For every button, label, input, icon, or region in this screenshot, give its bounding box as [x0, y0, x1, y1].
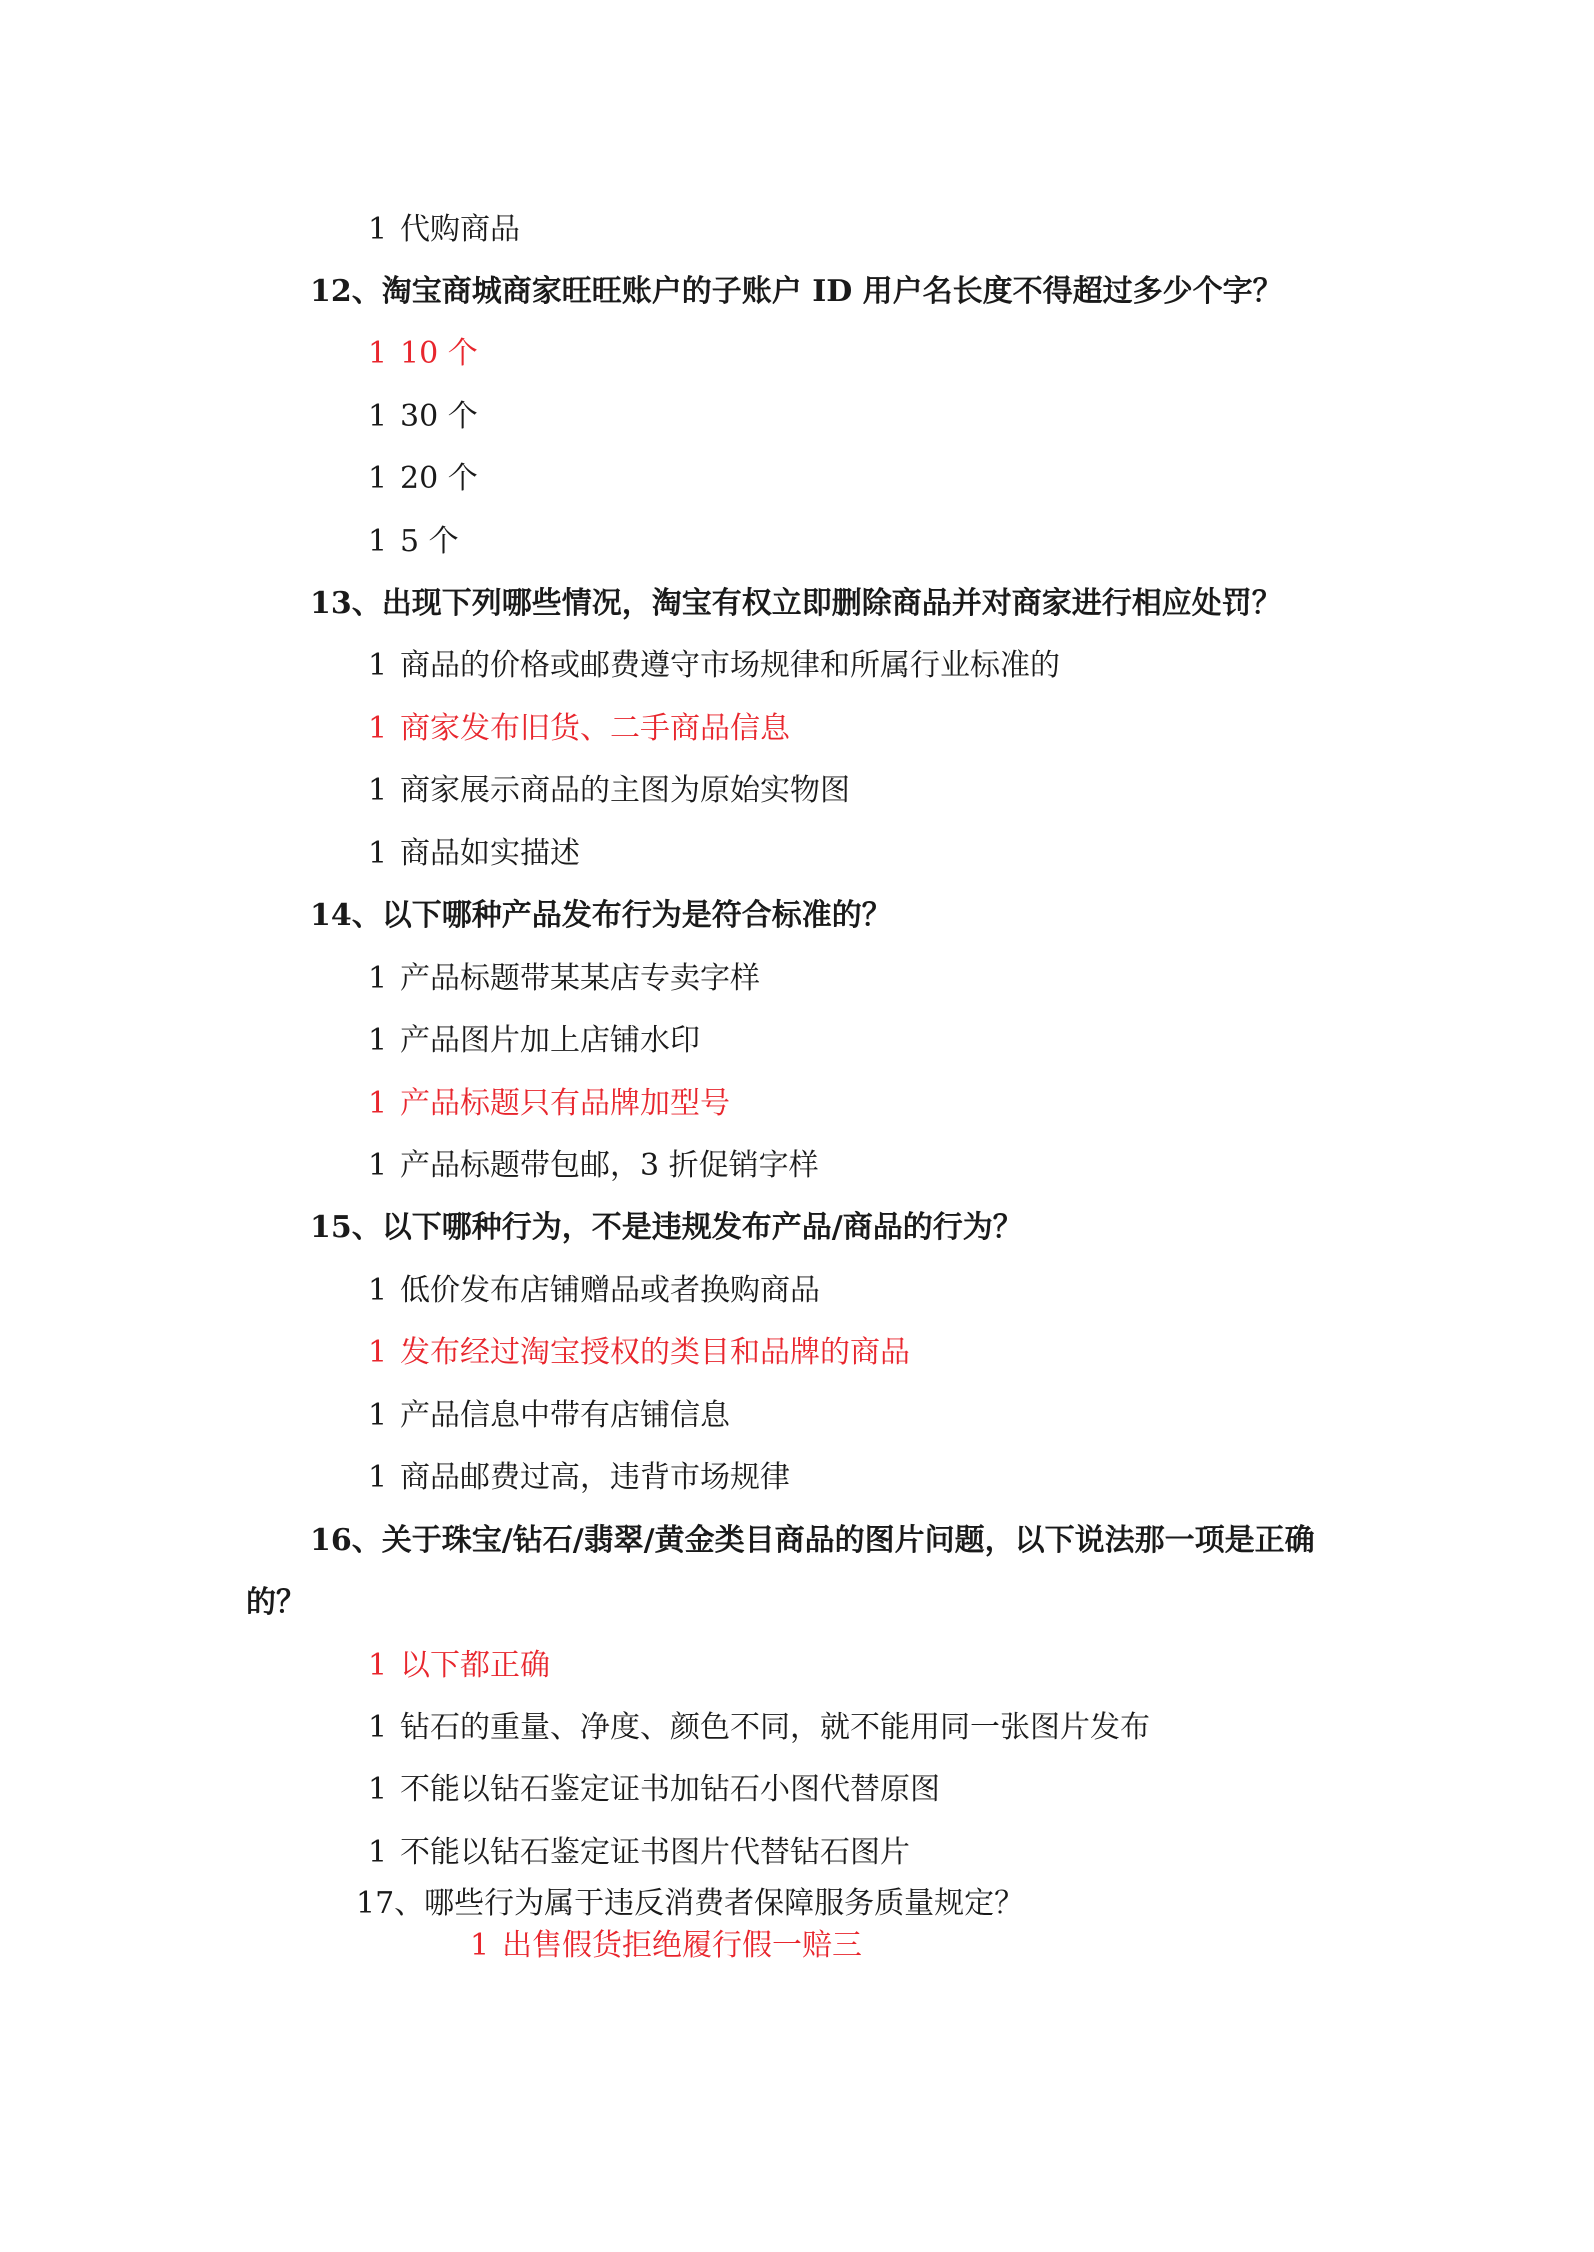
option-bullet: 1: [368, 1648, 388, 1683]
list-item: [368, 1333, 910, 1373]
option-bullet: 1: [368, 212, 388, 247]
option-bullet: 1: [368, 836, 388, 871]
option-bullet: 1: [368, 1023, 388, 1058]
option-bullet: 1: [368, 1460, 388, 1495]
list-item: [368, 1770, 940, 1810]
option-text: 商品的价格或邮费遵守市场规律和所属行业标准的: [400, 648, 1060, 683]
option-text: 商家发布旧货、二手商品信息: [400, 711, 790, 746]
option-bullet: 1: [368, 711, 388, 746]
option-bullet: 1: [470, 1928, 490, 1963]
option-bullet: 1: [368, 1273, 388, 1308]
list-item: [368, 646, 1060, 686]
option-text: 20 个: [400, 461, 478, 496]
option-bullet: 1: [368, 336, 388, 371]
option-text: 产品标题只有品牌加型号: [400, 1086, 730, 1121]
option-bullet: 1: [368, 1335, 388, 1370]
option-bullet: 1: [368, 524, 388, 559]
list-item: [368, 1646, 550, 1686]
option-bullet: 1: [368, 1772, 388, 1807]
option-bullet: 1: [368, 399, 388, 434]
option-text: 产品图片加上店铺水印: [400, 1023, 700, 1058]
list-item: [368, 709, 790, 749]
list-item: [368, 459, 478, 499]
list-item: [368, 1396, 730, 1436]
option-bullet: 1: [368, 1710, 388, 1745]
option-text: 商家展示商品的主图为原始实物图: [400, 773, 850, 808]
question-12: 12、淘宝商城商家旺旺账户的子账户 ID 用户名长度不得超过多少个字？: [310, 274, 1283, 309]
question-16: 16、关于珠宝/钻石/翡翠/黄金类目商品的图片问题，以下说法那一项是正确: [310, 1523, 1315, 1558]
question-14: 14、以下哪种产品发布行为是符合标准的？: [310, 898, 892, 933]
list-item: [368, 522, 459, 562]
option-text: 发布经过淘宝授权的类目和品牌的商品: [400, 1335, 910, 1370]
option-bullet: 1: [368, 773, 388, 808]
list-item: [368, 1021, 700, 1061]
option-bullet: 1: [368, 961, 388, 996]
option-bullet: 1: [368, 648, 388, 683]
option-text: 不能以钻石鉴定证书图片代替钻石图片: [400, 1835, 910, 1870]
list-item: [368, 334, 478, 374]
list-item: [368, 1271, 820, 1311]
option-text: 以下都正确: [400, 1648, 550, 1683]
option-text: 产品标题带包邮，3 折促销字样: [400, 1148, 819, 1183]
list-item: [368, 397, 478, 437]
option-text: 产品标题带某某店专卖字样: [400, 961, 760, 996]
list-item: [368, 1084, 730, 1124]
list-item: [470, 1926, 862, 1966]
question-15: 15、以下哪种行为，不是违规发布产品/商品的行为？: [310, 1210, 1023, 1245]
option-bullet: 1: [368, 1148, 388, 1183]
list-item: [368, 1833, 910, 1873]
option-text: 5 个: [400, 524, 459, 559]
option-text: 出售假货拒绝履行假一赔三: [502, 1928, 862, 1963]
list-item: [368, 959, 760, 999]
option-text: 商品如实描述: [400, 836, 580, 871]
list-item: [368, 1146, 819, 1186]
list-item: [368, 771, 850, 811]
option-text: 不能以钻石鉴定证书加钻石小图代替原图: [400, 1772, 940, 1807]
question-16-continuation: 的？: [246, 1585, 306, 1620]
question-17: 17、哪些行为属于违反消费者保障服务质量规定？: [356, 1886, 1025, 1921]
list-item: [368, 1458, 790, 1498]
option-text: 10 个: [400, 336, 478, 371]
option-bullet: 1: [368, 1086, 388, 1121]
option-text: 低价发布店铺赠品或者换购商品: [400, 1273, 820, 1308]
option-bullet: 1: [368, 1398, 388, 1433]
option-text: 30 个: [400, 399, 478, 434]
list-item: [368, 1708, 1150, 1748]
option-text: 钻石的重量、净度、颜色不同，就不能用同一张图片发布: [400, 1710, 1150, 1745]
option-text: 代购商品: [400, 212, 520, 247]
question-13: 13、出现下列哪些情况，淘宝有权立即删除商品并对商家进行相应处罚？: [310, 586, 1282, 621]
list-item: [368, 210, 520, 250]
option-text: 商品邮费过高，违背市场规律: [400, 1460, 790, 1495]
option-bullet: 1: [368, 1835, 388, 1870]
list-item: [368, 834, 580, 874]
option-bullet: 1: [368, 461, 388, 496]
option-text: 产品信息中带有店铺信息: [400, 1398, 730, 1433]
